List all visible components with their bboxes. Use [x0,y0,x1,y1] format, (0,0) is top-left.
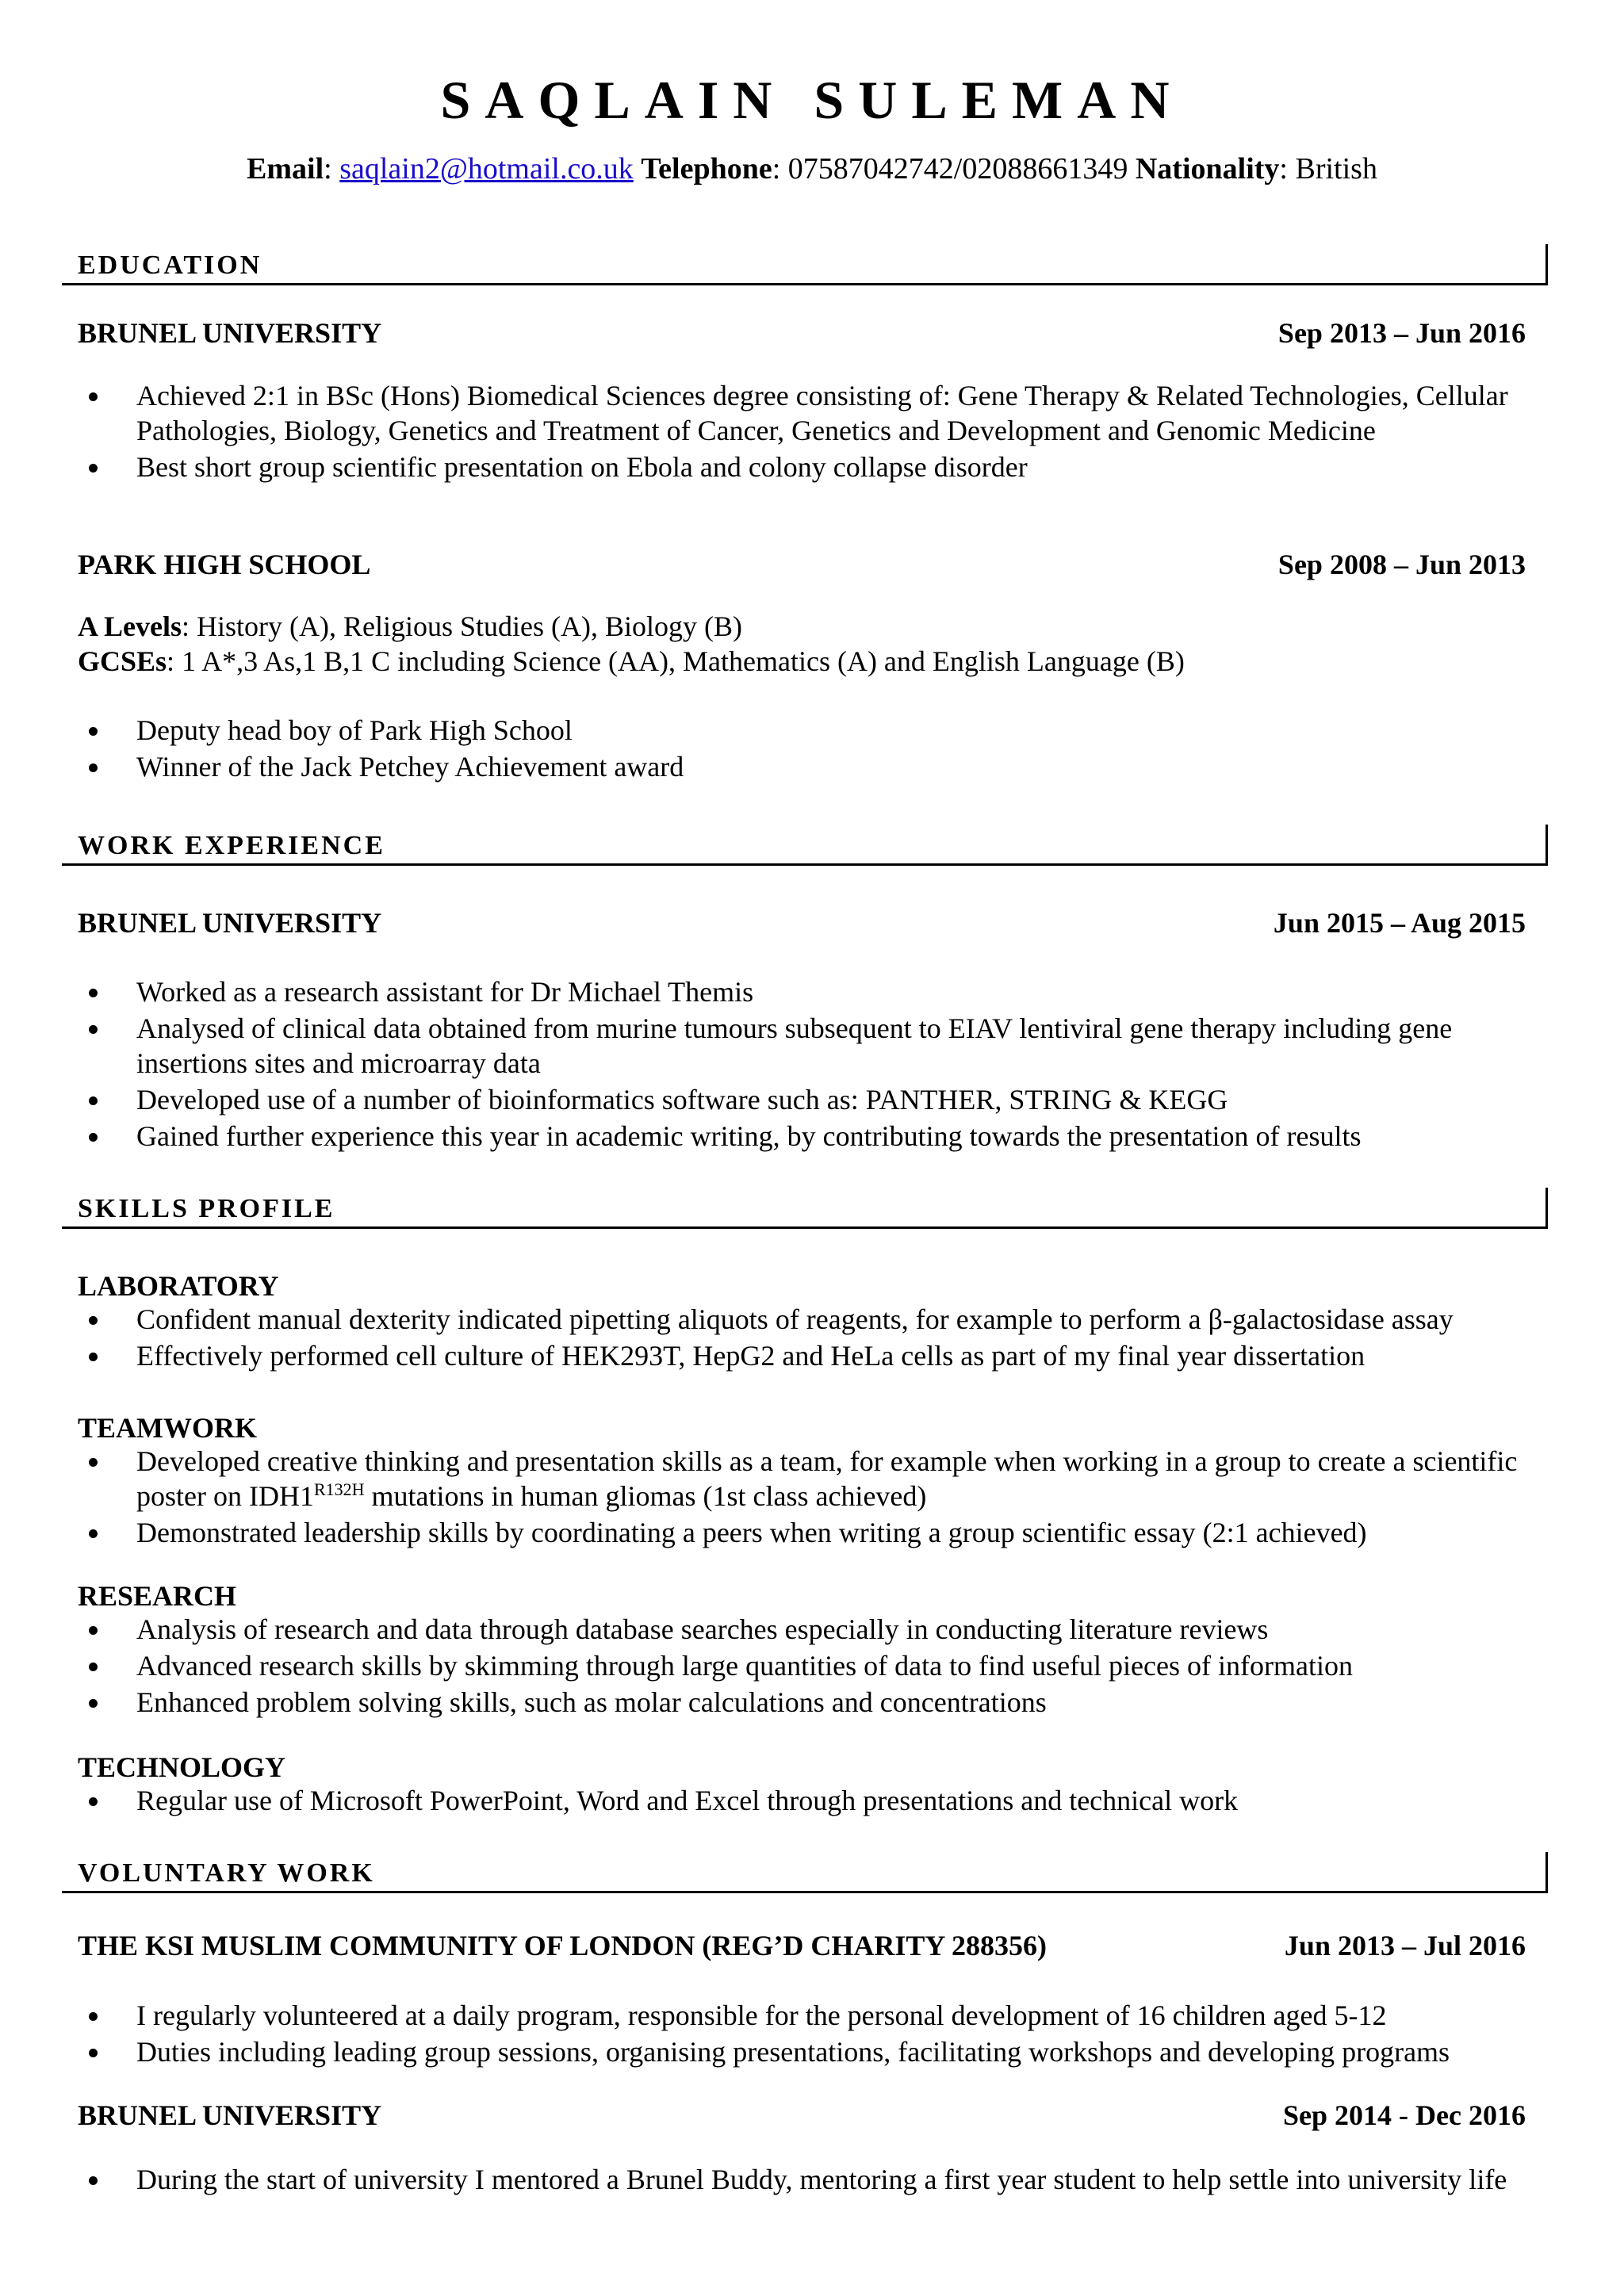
list-item-text: Analysed of clinical data obtained from murine tumours subsequent to EIAV lentiviral gene therapy including gene insertions sites and microarray data [136,1012,1453,1079]
list-item [0,2162,1535,2197]
bullet-icon [89,1316,98,1325]
list-item-text: Gained further experience this year in academic writing, by contributing towards the presentation of results [136,1120,1362,1152]
section-rule [62,863,1548,866]
list-item-text: During the start of university I mentored a Brunel Buddy, mentoring a first year student to help settle into university life [136,2164,1507,2195]
section-title: SKILLS PROFILE [78,1194,335,1223]
list-item-text: Developed use of a number of bioinformatics software such as: PANTHER, STRING & KEGG [136,1084,1228,1115]
list-item [0,713,1535,748]
entry-dates: Sep 2014 - Dec 2016 [1283,2099,1526,2131]
bullet-icon [89,2176,98,2185]
list-item [0,450,1535,484]
organisation-name: THE KSI MUSLIM COMMUNITY OF LONDON (REG’D CHARITY 288356) [78,1930,1048,1961]
skill-category-title: RESEARCH [78,1580,237,1612]
bullet-icon [89,1626,98,1635]
section-title: WORK EXPERIENCE [78,831,385,860]
bullet-icon [89,1797,98,1806]
bullet-icon [89,1458,98,1467]
candidate-name: SAQLAIN SULEMAN [440,70,1184,130]
list-item [0,1998,1535,2033]
list-item [0,1783,1535,1818]
list-item-text: Worked as a research assistant for Dr Michael Themis [136,976,754,1008]
laboratory-bullets [0,1302,1624,1375]
bullet-icon [89,2012,98,2021]
list-item-text: Enhanced problem solving skills, such as molar calculations and concentrations [136,1686,1047,1718]
list-item [0,378,1535,448]
list-item [0,1011,1535,1081]
list-item-text: Regular use of Microsoft PowerPoint, Word and Excel through presentations and technical work [136,1785,1239,1816]
bullet-icon [89,763,98,772]
section-rule [1545,825,1548,866]
list-item [0,974,1535,1009]
nationality-label: Nationality [1135,152,1280,186]
education-park-bullets [0,713,1624,786]
list-item-text: Achieved 2:1 in BSc (Hons) Biomedical Sciences degree consisting of: Gene Therapy & Related Technologies, Cellular Pathologies, Biology, Genetics and Treatment of Cancer, Genetics and Development and Genomic Medicine [136,380,1508,446]
section-rule [1545,1852,1548,1893]
list-item-text: Duties including leading group sessions, organising presentations, facilitating workshops and developing programs [136,2036,1450,2068]
telephone-label: Telephone [641,152,772,186]
a-levels-label: A Levels [78,610,182,642]
bullet-icon [89,1529,98,1538]
list-item [0,1338,1535,1373]
employer-name: BRUNEL UNIVERSITY [78,907,382,939]
institution-name: PARK HIGH SCHOOL [78,549,371,580]
bullet-icon [89,989,98,997]
list-item [0,1302,1535,1337]
entry-dates: Sep 2008 – Jun 2013 [1277,549,1526,580]
bullet-icon [89,464,98,473]
work-bullets [0,974,1624,1155]
bullet-icon [89,2049,98,2057]
mutation-superscript: R132H [313,1479,365,1499]
entry-dates: Jun 2015 – Aug 2015 [1273,907,1526,939]
list-item [0,1444,1535,1513]
list-item-text: Effectively performed cell culture of HEK293T, HepG2 and HeLa cells as part of my final year dissertation [136,1340,1365,1372]
section-rule [62,1226,1548,1229]
voluntary-section-header [62,1852,1548,1893]
email-label: Email [247,152,324,186]
list-item [0,2034,1535,2069]
a-levels-value: History (A), Religious Studies (A), Biology (B) [197,610,742,642]
telephone-value: 07587042742/02088661349 [787,152,1128,186]
bullet-icon [89,1353,98,1361]
teamwork-bullets [0,1444,1624,1552]
section-rule [62,1891,1548,1893]
list-item-text: Confident manual dexterity indicated pipetting aliquots of reagents, for example to perform a β-galactosidase assay [136,1303,1454,1335]
list-item [0,1612,1535,1647]
ksi-bullets [0,1998,1624,2071]
bullet-icon [89,1699,98,1708]
bullet-icon [89,1025,98,1034]
bullet-icon [89,1133,98,1142]
work-section-header [62,825,1548,866]
gcses-label: GCSEs [78,645,167,677]
list-item-text: Developed creative thinking and presentation skills as a team, for example when working in a group to create a scientific poster on IDH1 [136,1445,1518,1512]
skills-section-header [62,1188,1548,1229]
list-item [0,1515,1535,1550]
list-item-text: Deputy head boy of Park High School [136,714,573,746]
research-bullets [0,1612,1624,1721]
gcses-value: 1 A*,3 As,1 B,1 C including Science (AA), Mathematics (A) and English Language (B) [182,645,1185,677]
skill-category-title: LABORATORY [78,1270,279,1302]
education-brunel-bullets [0,378,1624,486]
list-item-text: Analysis of research and data through database searches especially in conducting literature reviews [136,1613,1269,1645]
bullet-icon [89,1096,98,1105]
section-rule [1545,244,1548,285]
gcses-line: GCSEs: 1 A*,3 As,1 B,1 C including Science (AA), Mathematics (A) and English Language (B) [78,645,1185,677]
nationality-value: British [1295,152,1377,186]
bullet-icon [89,392,98,401]
bullet-icon [89,727,98,736]
list-item [0,1685,1535,1720]
list-item [0,749,1535,784]
list-item-text: Demonstrated leadership skills by coordinating a peers when writing a group scientific essay (2:1 achieved) [136,1517,1367,1548]
skill-category-title: TEAMWORK [78,1412,258,1444]
entry-dates: Sep 2013 – Jun 2016 [1277,317,1526,349]
list-item [0,1082,1535,1117]
section-title: VOLUNTARY WORK [78,1858,375,1888]
email-link[interactable]: saqlain2@hotmail.co.uk [339,152,634,186]
list-item [0,1119,1535,1154]
institution-name: BRUNEL UNIVERSITY [78,317,382,349]
organisation-name: BRUNEL UNIVERSITY [78,2099,382,2131]
technology-bullets [0,1783,1624,1820]
entry-dates: Jun 2013 – Jul 2016 [1284,1930,1526,1961]
list-item-text: Best short group scientific presentation on Ebola and colony collapse disorder [136,451,1028,483]
section-rule [1545,1188,1548,1229]
list-item-text: Advanced research skills by skimming through large quantities of data to find useful pieces of information [136,1650,1353,1682]
list-item-text: I regularly volunteered at a daily program, responsible for the personal development of 16 children aged 5-12 [136,1999,1387,2031]
section-title: EDUCATION [78,251,262,280]
skill-category-title: TECHNOLOGY [78,1751,286,1783]
contact-line: Email: saqlain2@hotmail.co.uk Telephone: 07587042742/02088661349 Nationality: British [247,152,1377,186]
list-item-text: Winner of the Jack Petchey Achievement award [136,751,684,783]
a-levels-line: A Levels: History (A), Religious Studies (A), Biology (B) [78,610,742,642]
list-item-text: mutations in human gliomas (1st class achieved) [364,1480,927,1512]
list-item [0,1648,1535,1683]
section-rule [62,283,1548,285]
education-section-header [62,244,1548,285]
bullet-icon [89,1663,98,1671]
voluntary-brunel-bullets [0,2162,1624,2198]
